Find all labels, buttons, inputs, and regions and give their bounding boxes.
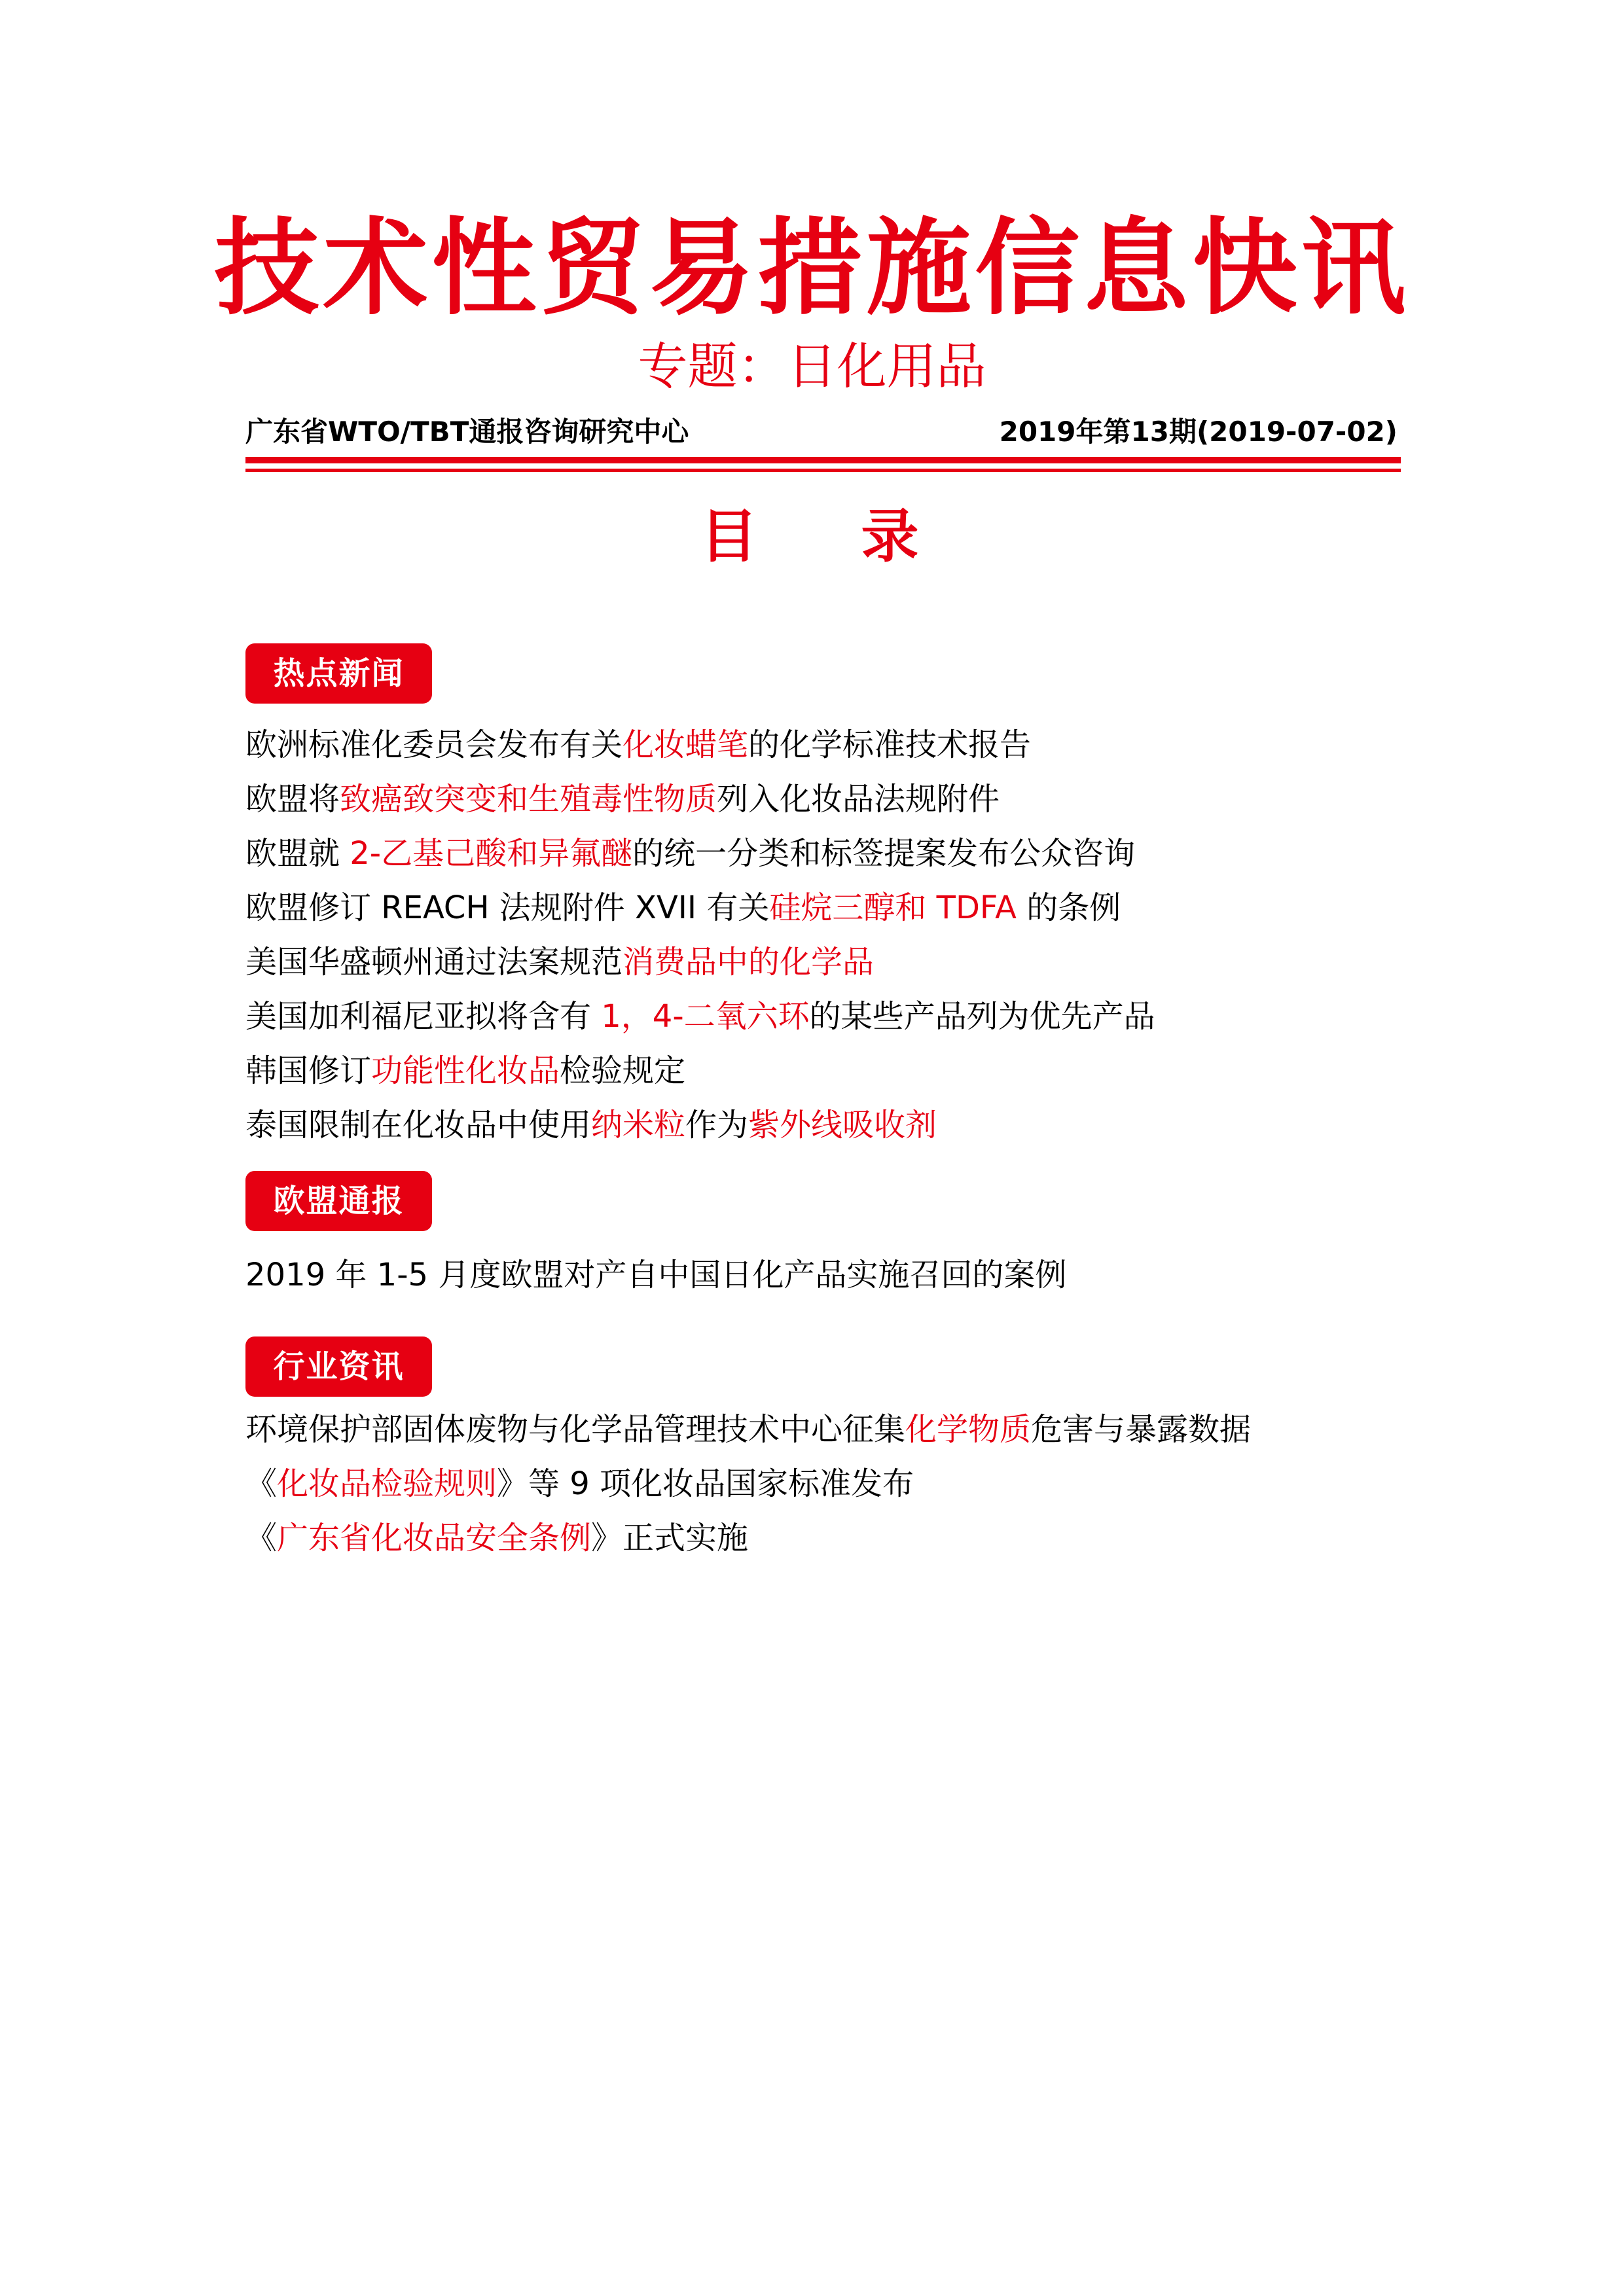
toc-item-text: 》正式实施 (591, 1520, 749, 1556)
toc-item[interactable] (245, 935, 874, 990)
toc-item-text: 检验规定 (560, 1052, 686, 1089)
toc-item-text: 的某些产品列为优先产品 (809, 998, 1155, 1035)
toc-item-text: 环境保护部固体废物与化学品管理技术中心征集 (245, 1411, 906, 1448)
section-badge-industry-news[interactable]: 行业资讯 (245, 1336, 432, 1397)
toc-heading (0, 494, 1624, 579)
toc-item[interactable] (245, 1402, 1251, 1457)
toc-item-highlight: 硅烷三醇和 TDFA (769, 889, 1017, 926)
publisher-name: 广东省WTO/TBT通报咨询研究中心 (245, 416, 689, 448)
toc-heading-char-2: 录 (861, 503, 924, 570)
issue-meta-row (245, 409, 1398, 455)
toc-item-text: 《 (245, 1520, 278, 1556)
toc-item-highlight: 消费品中的化学品 (623, 944, 875, 980)
toc-item-text: 的条例 (1016, 889, 1121, 926)
toc-item-text: 欧盟将 (245, 781, 340, 817)
toc-item-highlight: 功能性化妆品 (371, 1052, 560, 1089)
section-badge-hot-news[interactable]: 热点新闻 (245, 643, 432, 704)
section-badge-eu-notification[interactable]: 欧盟通报 (245, 1171, 432, 1231)
toc-item[interactable] (245, 826, 1135, 881)
toc-item-highlight: 纳米粒 (591, 1107, 686, 1143)
toc-item-highlight: 紫外线吸收剂 (748, 1107, 937, 1143)
toc-item[interactable] (245, 1456, 914, 1511)
toc-item[interactable] (245, 717, 1031, 772)
toc-item-text: 列入化妆品法规附件 (717, 781, 1000, 817)
issue-number: 2019年第13期(2019-07-02) (999, 416, 1398, 448)
toc-item-text: 作为 (685, 1107, 749, 1143)
header-divider-thick (245, 457, 1401, 463)
toc-item-highlight: 1，4-二氧六环 (601, 998, 810, 1035)
toc-item[interactable] (245, 1511, 748, 1566)
toc-item[interactable] (245, 772, 1000, 827)
toc-item-text: 泰国限制在化妆品中使用 (245, 1107, 592, 1143)
toc-item-text: 2019 年 1-5 月度欧盟对产自中国日化产品实施召回的案例 (245, 1257, 1067, 1293)
toc-item-text: 《 (245, 1465, 278, 1502)
toc-item-text: 欧盟就 (245, 835, 350, 872)
newsletter-title: 技术性贸易措施信息快讯 (214, 207, 1410, 329)
toc-item-highlight: 广东省化妆品安全条例 (277, 1520, 592, 1556)
toc-item-highlight: 化学物质 (905, 1411, 1032, 1448)
toc-item-text: 美国华盛顿州通过法案规范 (245, 944, 623, 980)
toc-item[interactable] (245, 989, 1155, 1044)
header-divider-thin (245, 469, 1401, 472)
toc-item[interactable] (245, 1043, 685, 1098)
toc-item-text: 欧盟修订 REACH 法规附件 XVII 有关 (245, 889, 770, 926)
topic-subtitle: 专题：日化用品 (638, 337, 986, 395)
toc-item-text: 》等 9 项化妆品国家标准发布 (497, 1465, 914, 1502)
toc-heading-char-1: 目 (700, 503, 763, 570)
toc-item-text: 美国加利福尼亚拟将含有 (245, 998, 602, 1035)
toc-item-highlight: 化妆蜡笔 (623, 726, 749, 763)
toc-item-highlight: 化妆品检验规则 (277, 1465, 497, 1502)
toc-item[interactable] (245, 1098, 937, 1153)
toc-item-text: 的统一分类和标签提案发布公众咨询 (632, 835, 1136, 872)
toc-item-text: 韩国修订 (245, 1052, 372, 1089)
toc-item-text: 危害与暴露数据 (1031, 1411, 1252, 1448)
toc-item-highlight: 2-乙基己酸和异氟醚 (350, 835, 633, 872)
toc-item[interactable] (245, 1247, 1066, 1302)
toc-item[interactable] (245, 880, 1121, 935)
toc-item-highlight: 致癌致突变和生殖毒性物质 (340, 781, 717, 817)
toc-item-text: 的化学标准技术报告 (748, 726, 1032, 763)
toc-item-text: 欧洲标准化委员会发布有关 (245, 726, 623, 763)
